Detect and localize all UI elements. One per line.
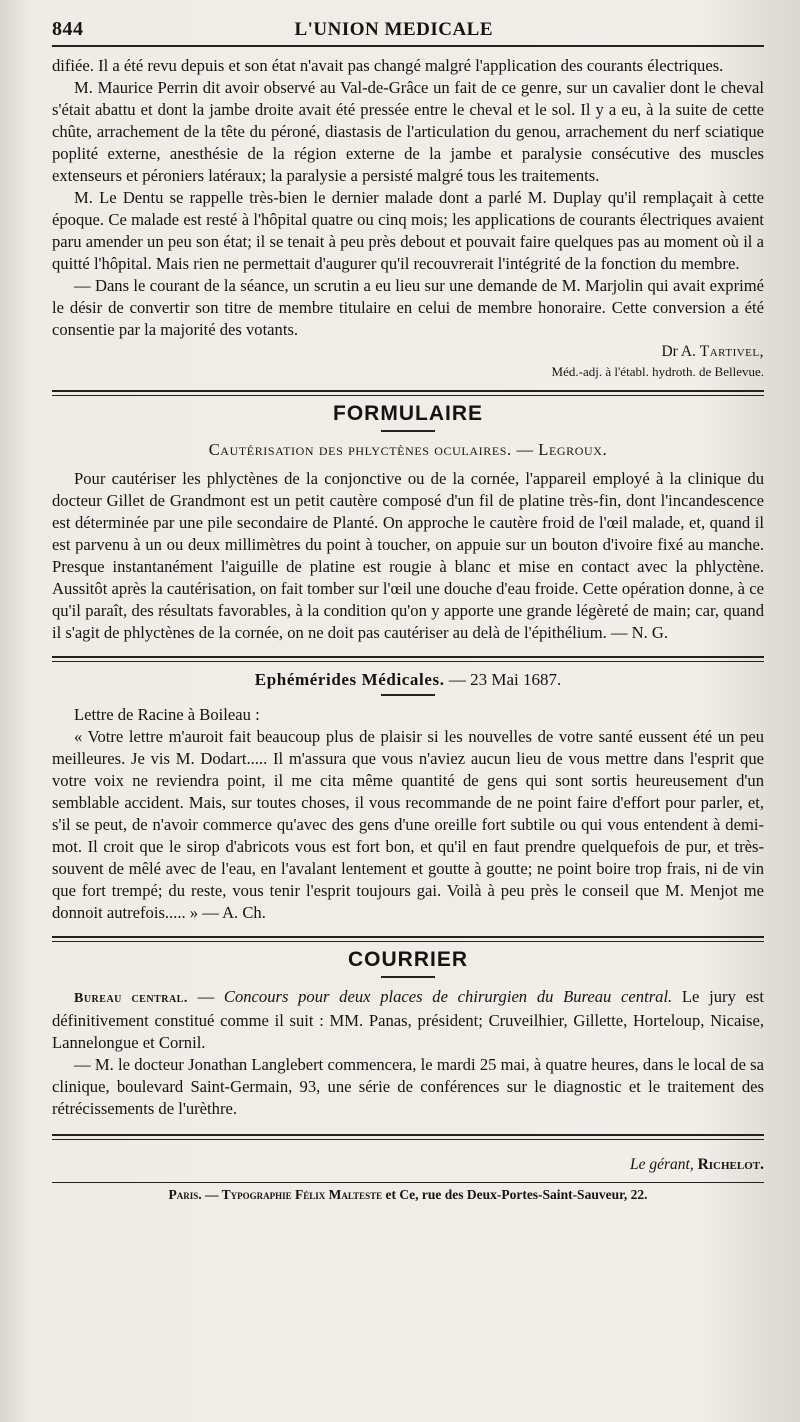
title-rule (381, 694, 435, 696)
gerant-role: Le gérant, (629, 1156, 698, 1173)
gerant-line (52, 1156, 764, 1174)
paragraph: Lettre de Racine à Boileau : (74, 705, 260, 724)
ephemerides-section (52, 670, 764, 924)
imprint-city: Paris. — Typographie (168, 1187, 296, 1202)
ephemerides-date: — 23 Mai 1687. (444, 670, 562, 689)
section-title: FORMULAIRE (333, 402, 483, 425)
section-divider (52, 936, 764, 942)
gerant-name: Richelot. (697, 1156, 764, 1173)
dash: — (187, 987, 224, 1006)
section-divider (52, 656, 764, 662)
paragraph (52, 986, 764, 1054)
signature-prefix: Dr A. (661, 343, 700, 360)
section-divider (52, 1134, 764, 1140)
quotation: « Votre lettre m'auroit fait beaucoup plus de plaisir si les nouvelles de votre santé eussent été un peu meilleures. Je vis M. Dodart..... Il m'assura que vous n'aviez aucun lieu de vous mettre dans l'esprit que votre voix ne reviendra point, il me cita même quantité de gens qui sont sortis heureusement d'un semblable accident. Mais, sur toutes choses, il vous recommande de ne point faire d'effort pour parler, et, s'il se peut, de n'avoir commerce qu'avec des gens d'une oreille fort subtile ou qui vous entendent à demi-mot. Il croit que le sirop d'abricots vous est fort bon, et qu'il en faut prendre quelquefois de pur, et très-souvent de mêlé avec de l'eau, en l'avalant lentement et goutte à goutte; ne point boire trop frais, ni de vin que fort trempé; du reste, vous tenir l'esprit toujours gai. Voilà à peu près le conseil que M. Menjot me donnoit autrefois..... » — A. Ch. (52, 727, 764, 922)
courrier-section (52, 948, 764, 1120)
signature-affiliation: Méd.-adj. à l'établ. hydroth. de Bellevue. (551, 364, 764, 379)
section-divider (52, 390, 764, 396)
courrier-rest: Le jury est définitivement constitué comme il suit : MM. Panas, président; Cruveilhier, Gillette, Horteloup, Nicaise, Lannelongue et Cornil. (52, 987, 765, 1052)
section-subtitle: Cautérisation des phlyctènes oculaires. — Legroux. (208, 440, 608, 459)
courrier-italic: Concours pour deux places de chirurgien du Bureau central. (223, 987, 673, 1006)
paragraph: — Dans le courant de la séance, un scrutin a eu lieu sur une demande de M. Marjolin qui avait exprimé le désir de convertir son titre de membre titulaire en celui de membre honoraire. Cette conversion a été consentie par la majorité des votants. (52, 276, 764, 339)
imprint-printer: Félix Malteste (295, 1187, 383, 1202)
paragraph: M. Maurice Perrin dit avoir observé au Val-de-Grâce un fait de ce genre, sur un cavalier dont le cheval s'était abattu et dont la jambe droite avait été pressée entre le cheval et le sol. Il y a eu, à la suite de cette chûte, arrachement de la tête du péroné, diastasis de l'articulation du genou, arrachement du nerf sciatique poplité externe, anesthésie de la région externe de la jambe et paralysie consécutive des muscles extenseurs et péroniers latéraux; la paralysie a persisté malgré tous les traitements. (52, 78, 764, 185)
paragraph: difiée. Il a été revu depuis et son état n'avait pas changé malgré l'application des courants électriques. (52, 56, 724, 75)
section-title: COURRIER (347, 948, 468, 971)
journal-title: L'UNION MEDICALE (294, 19, 494, 40)
printer-imprint (52, 1182, 764, 1203)
title-rule (381, 430, 435, 432)
signature-name: Tartivel, (699, 343, 764, 360)
ephemerides-title: Ephémérides Médicales. (254, 670, 445, 689)
paragraph: M. Le Dentu se rappelle très-bien le dernier malade dont a parlé M. Duplay qu'il remplaçait à cette époque. Ce malade est resté à l'hôpital quatre ou cinq mois; les applications de courants électriques avaient paru amender un peu son état; il se tenait à peu près debout et pouvait faire quelques pas au moment où il a quitté l'hôpital. Mais rien ne permettait d'augurer qu'il recouvrerait l'intégrité de la fonction du membre. (52, 188, 764, 273)
paragraph: — M. le docteur Jonathan Langlebert commencera, le mardi 25 mai, à quatre heures, dans le local de sa clinique, boulevard Saint-Germain, 93, une série de conférences sur le diagnostic et le traitement des rétrécissements de l'urèthre. (52, 1055, 764, 1118)
page-number: 844 (52, 18, 84, 40)
title-rule (381, 976, 435, 978)
signature (52, 343, 764, 361)
running-head (52, 18, 764, 47)
formulaire-section (52, 402, 764, 644)
section-title (52, 670, 764, 690)
courrier-label: Bureau central. (74, 991, 188, 1006)
society-report (52, 55, 764, 380)
paragraph: Pour cautériser les phlyctènes de la conjonctive ou de la cornée, l'appareil employé à la clinique du docteur Gillet de Grandmont est un petit cautère composé d'un fil de platine très-fin, dont l'incandescence est déterminée par une pile secondaire de Planté. On approche le cautère froid de l'œil malade, et, quand il est parvenu à un ou deux millimètres du point à toucher, on appuie sur un bouton d'ivoire fixé au manche. Presque instantanément l'aiguille de platine est rougie à blanc et mise en contact avec la phlyctène. Aussitôt après la cautérisation, on fait tomber sur l'œil une douche d'eau froide. Cette opération donne, à ce qu'il paraît, des résultats favorables, à la condition qu'on y apporte une grande légèreté de main; car, quand il s'agit de phlyctènes de la cornée, on ne doit pas cautériser au delà de l'épithélium. — N. G. (52, 469, 764, 642)
imprint-address: et Ce, rue des Deux-Portes-Saint-Sauveur, 22. (382, 1187, 648, 1202)
page-content (52, 18, 764, 1203)
